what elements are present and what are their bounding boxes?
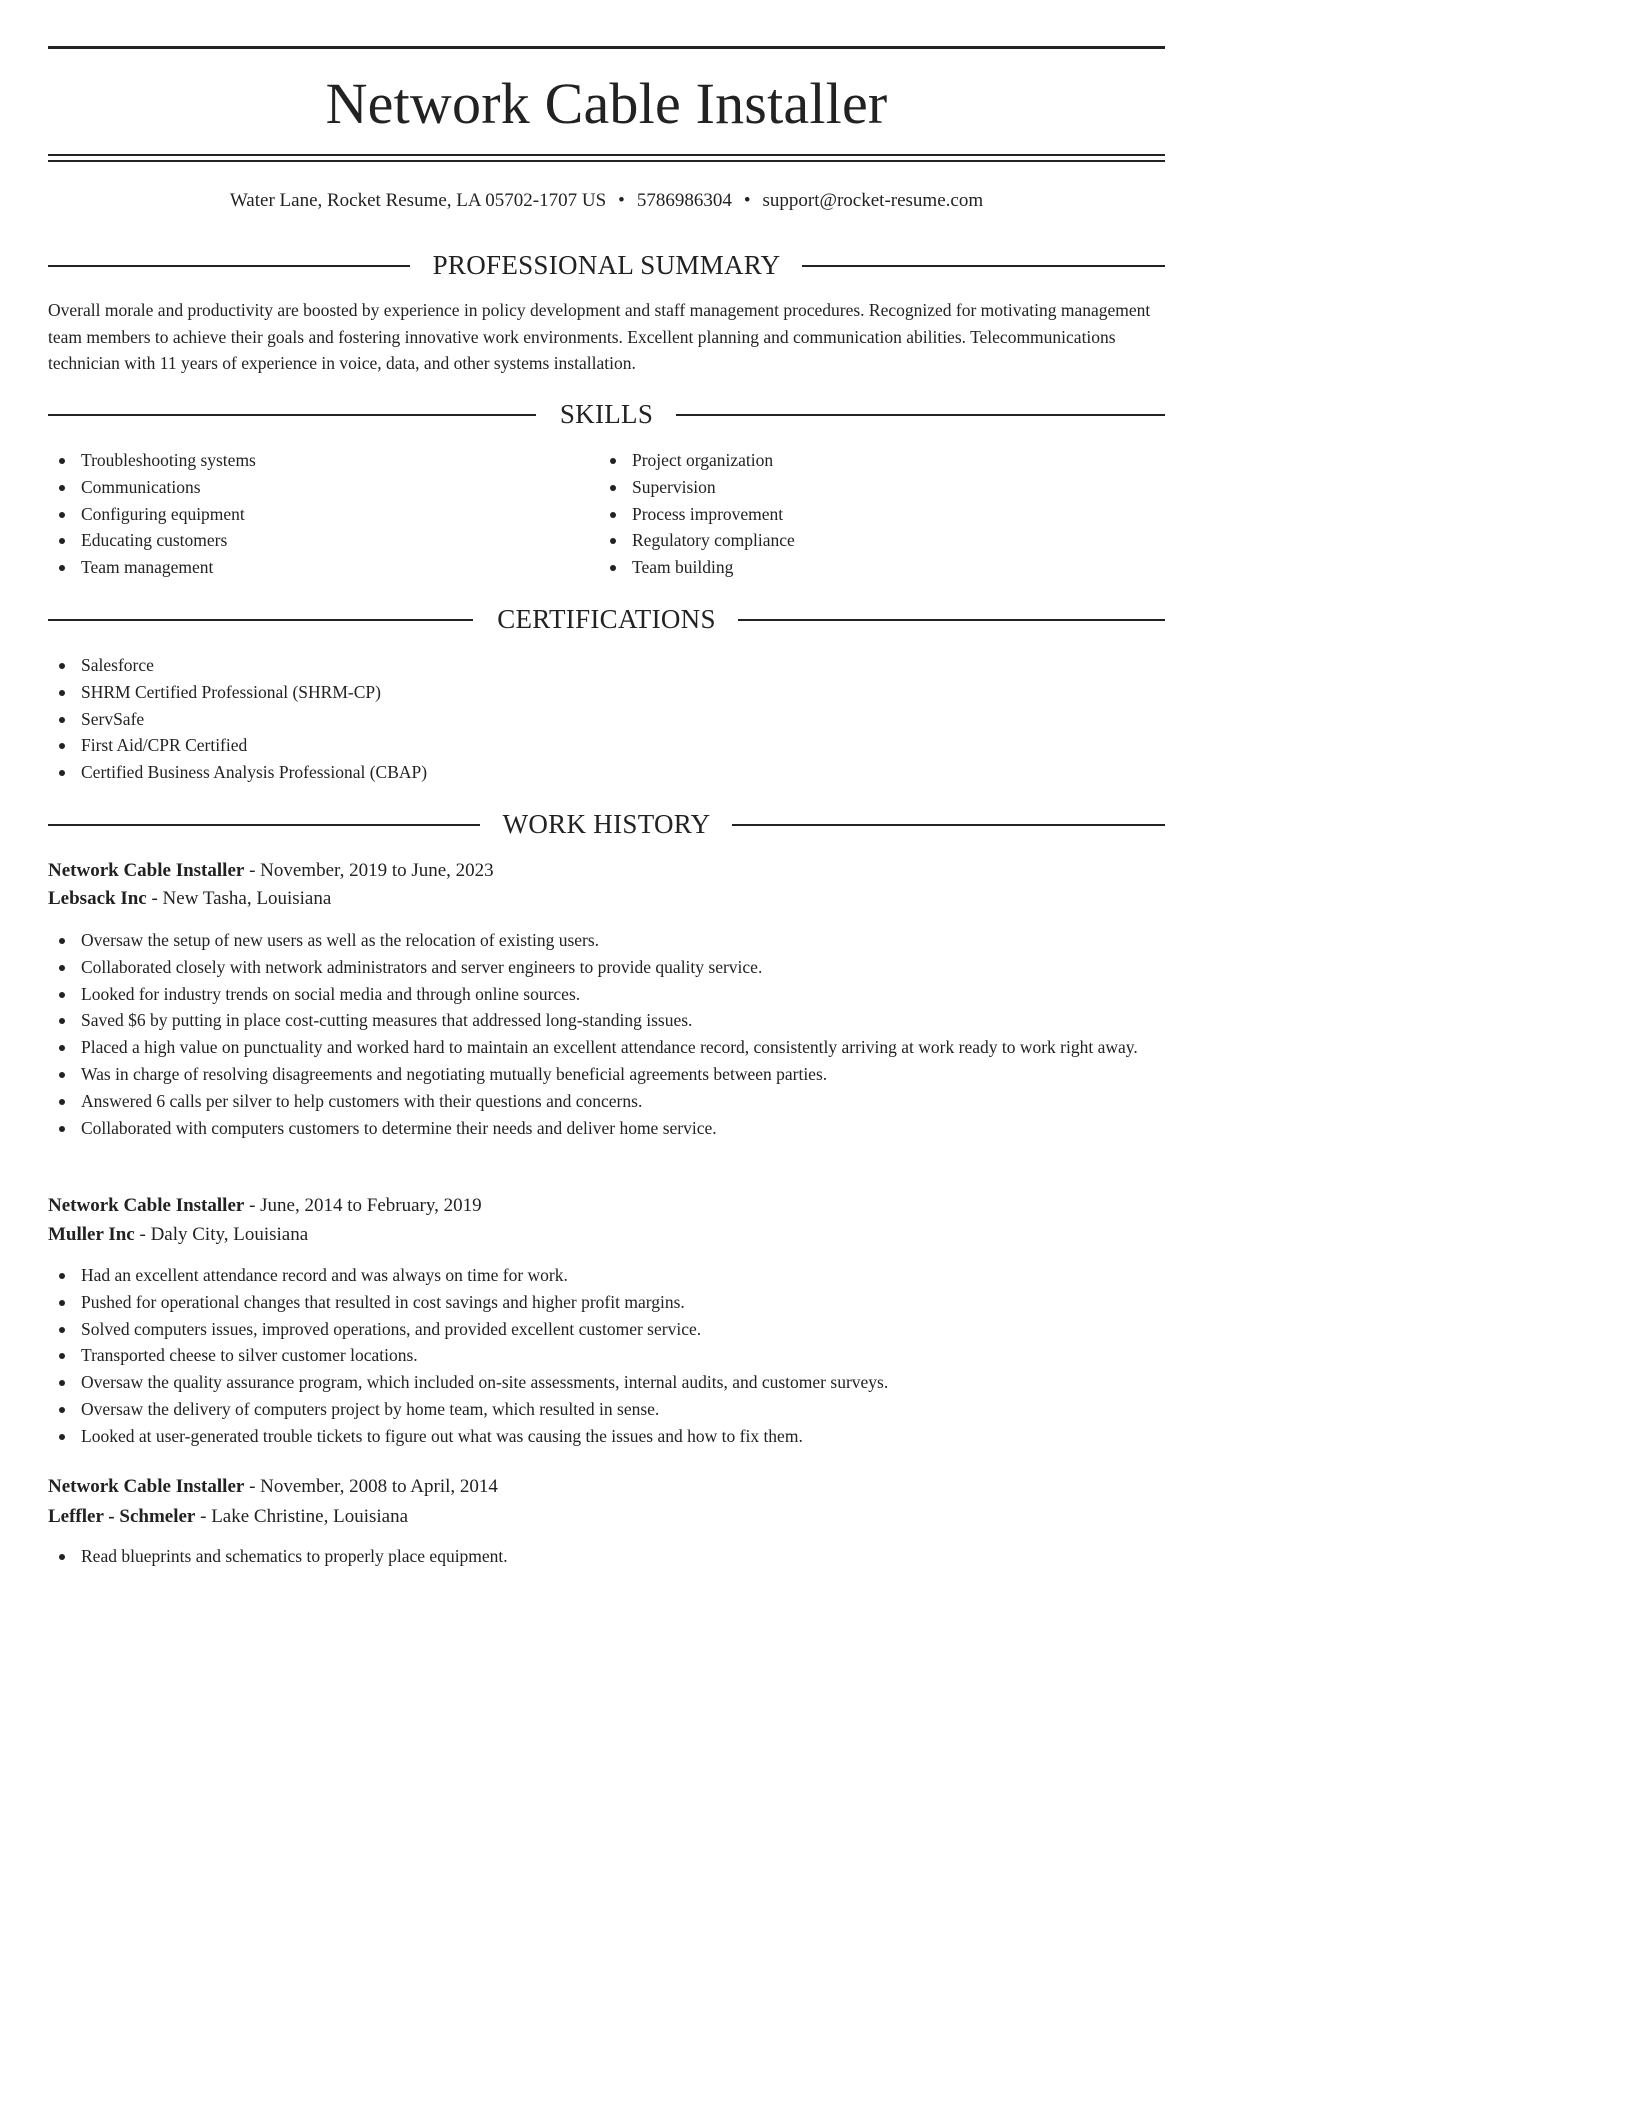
summary-text: Overall morale and productivity are boosted by experience in policy development and staff management procedures. Recognized for motivating management team members to achieve their goals and fostering innovative work environments. Excellent planning and communication abilities. Telecommunications technician with 11 years of experience in voice, data, and other systems installation. [48, 300, 1151, 374]
summary-title: PROFESSIONAL SUMMARY [432, 250, 781, 280]
job-company: Lebsack Inc [48, 888, 147, 909]
double-rule-lower [48, 160, 1165, 162]
job-title-line [48, 857, 1165, 885]
job-bullet: Was in charge of resolving disagreements and negotiating mutually beneficial agreements between parties. [48, 1061, 1165, 1088]
job-bullet: Saved $6 by putting in place cost-cutting measures that addressed long-standing issues. [48, 1007, 1165, 1034]
job-role: Network Cable Installer [48, 860, 245, 881]
job-company-line [48, 1221, 1165, 1249]
certifications-title: CERTIFICATIONS [497, 604, 716, 634]
job-role: Network Cable Installer [48, 1195, 245, 1216]
certifications-heading [48, 602, 1165, 636]
certifications-list [48, 652, 1165, 786]
work-history-title: WORK HISTORY [502, 809, 711, 839]
job-dates: November, 2019 to June, 2023 [260, 860, 494, 881]
job-bullet: Placed a high value on punctuality and worked hard to maintain an excellent attendance record, consistently arriving at work ready to work right away. [48, 1034, 1165, 1061]
skill-item: Troubleshooting systems [48, 447, 588, 474]
job-bullet: Looked for industry trends on social media and through online sources. [48, 981, 1165, 1008]
job-company-line [48, 885, 1165, 913]
job-bullet: Pushed for operational changes that resulted in cost savings and higher profit margins. [48, 1289, 1165, 1316]
skill-item: Project organization [599, 447, 1139, 474]
job-dash: - [244, 860, 261, 881]
certification-item: Certified Business Analysis Professional (CBAP) [48, 759, 1165, 786]
skill-item: Educating customers [48, 527, 588, 554]
job-location: Daly City, Louisiana [150, 1224, 309, 1245]
job-bullet: Collaborated closely with network administrators and server engineers to provide quality service. [48, 954, 1165, 981]
skill-item: Configuring equipment [48, 501, 588, 528]
job-dash: - [244, 1476, 261, 1497]
job-bullet: Looked at user-generated trouble tickets to figure out what was causing the issues and how to fix them. [48, 1423, 1165, 1450]
contact-separator: • [743, 190, 751, 211]
job-bullet: Collaborated with computers customers to determine their needs and deliver home service. [48, 1115, 1165, 1142]
contact-phone: 5786986304 [636, 190, 732, 211]
summary-heading [48, 248, 1165, 282]
skills-title: SKILLS [559, 399, 654, 429]
job-bullet: Read blueprints and schematics to properly place equipment. [48, 1543, 1165, 1570]
resume-page [48, 0, 1165, 1566]
job-dates: November, 2008 to April, 2014 [260, 1476, 498, 1497]
job-bullets [48, 927, 1165, 1141]
job-bullet: Had an excellent attendance record and was always on time for work. [48, 1262, 1165, 1289]
top-rule [48, 46, 1165, 49]
skill-item: Process improvement [599, 501, 1139, 528]
skill-item: Communications [48, 474, 588, 501]
job-dash: - [195, 1506, 212, 1527]
contact-line [48, 188, 1165, 214]
skills-list-left [48, 447, 588, 581]
resume-name: Network Cable Installer [325, 71, 888, 136]
certification-item: Salesforce [48, 652, 1165, 679]
skill-item: Team building [599, 554, 1139, 581]
job-bullet: Transported cheese to silver customer locations. [48, 1342, 1165, 1369]
job-company: Leffler - Schmeler [48, 1506, 196, 1527]
work-history-heading [48, 807, 1165, 841]
certification-item: ServSafe [48, 706, 1165, 733]
certification-item: First Aid/CPR Certified [48, 732, 1165, 759]
skills-list-right [599, 447, 1139, 581]
job-company-line [48, 1503, 1165, 1531]
skill-item: Regulatory compliance [599, 527, 1139, 554]
job-dash: - [146, 888, 163, 909]
skills-heading [48, 397, 1165, 431]
double-rule-upper [48, 154, 1165, 156]
contact-address: Water Lane, Rocket Resume, LA 05702-1707 US [229, 190, 607, 211]
job-bullet: Oversaw the delivery of computers project by home team, which resulted in sense. [48, 1396, 1165, 1423]
job-company: Muller Inc [48, 1224, 135, 1245]
job-bullets [48, 1543, 1165, 1570]
contact-email: support@rocket-resume.com [762, 190, 984, 211]
job-dash: - [134, 1224, 151, 1245]
job-dash: - [244, 1195, 261, 1216]
job-bullets [48, 1262, 1165, 1450]
job-role: Network Cable Installer [48, 1476, 245, 1497]
job-bullet: Oversaw the setup of new users as well as the relocation of existing users. [48, 927, 1165, 954]
job-location: New Tasha, Louisiana [162, 888, 332, 909]
job-bullet: Solved computers issues, improved operations, and provided excellent customer service. [48, 1316, 1165, 1343]
contact-separator: • [618, 190, 625, 211]
job-dates: June, 2014 to February, 2019 [260, 1195, 482, 1216]
job-bullet: Oversaw the quality assurance program, which included on-site assessments, internal audits, and customer surveys. [48, 1369, 1165, 1396]
skill-item: Team management [48, 554, 588, 581]
job-title-line [48, 1473, 1165, 1501]
job-location: Lake Christine, Louisiana [211, 1506, 409, 1527]
job-bullet: Answered 6 calls per silver to help customers with their questions and concerns. [48, 1088, 1165, 1115]
skill-item: Supervision [599, 474, 1139, 501]
certification-item: SHRM Certified Professional (SHRM-CP) [48, 679, 1165, 706]
job-title-line [48, 1192, 1165, 1220]
